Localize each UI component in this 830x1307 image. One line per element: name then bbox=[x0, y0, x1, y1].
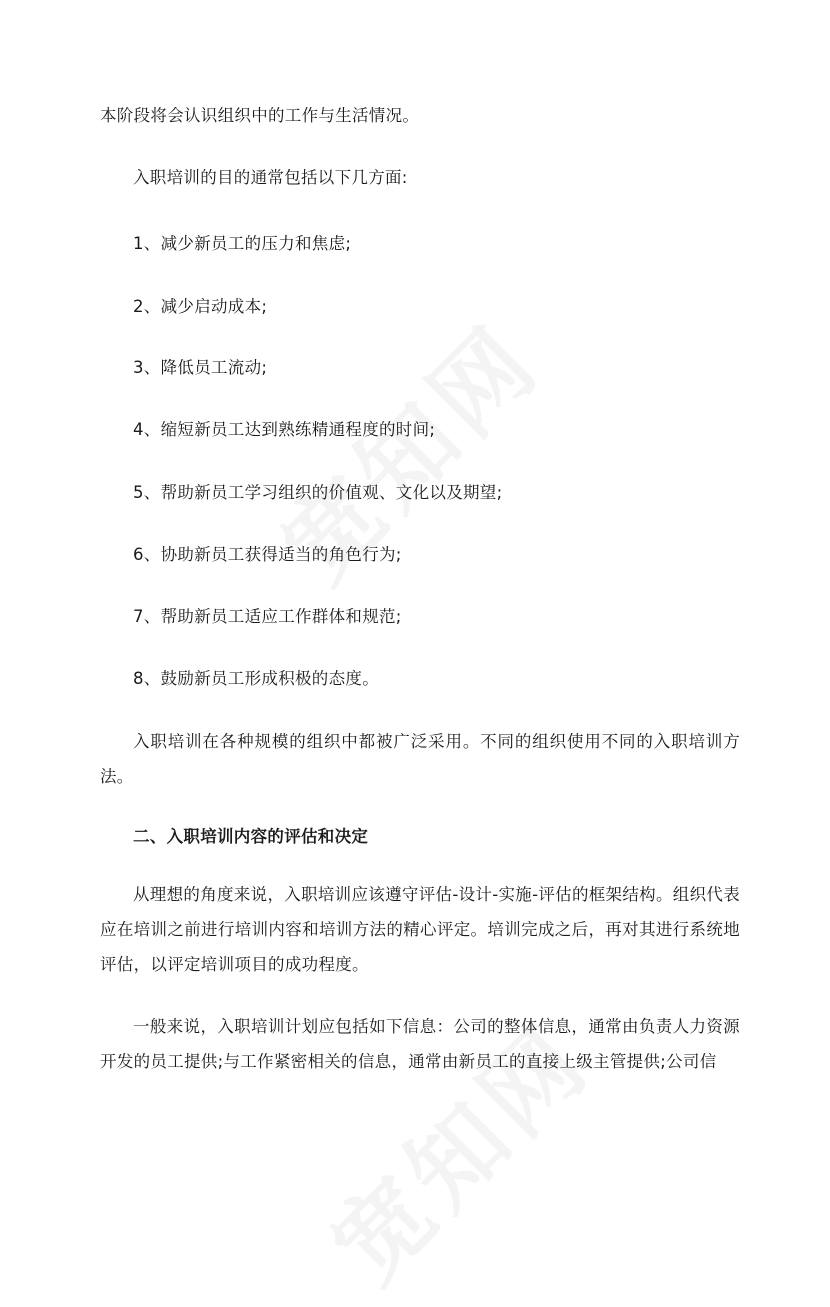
intro-line: 本阶段将会认识组织中的工作与生活情况。 bbox=[100, 106, 420, 125]
section-heading: 二、入职培训内容的评估和决定 bbox=[133, 827, 369, 846]
list-item: 6、协助新员工获得适当的角色行为; bbox=[133, 545, 402, 564]
purpose-intro: 入职培训的目的通常包括以下几方面: bbox=[133, 168, 408, 187]
list-item: 5、帮助新员工学习组织的价值观、文化以及期望; bbox=[133, 483, 503, 502]
framework-paragraph: 从理想的角度来说，入职培训应该遵守评估-设计-实施-评估的框架结构。组织代表应在培训之前进行培训内容和培训方法的精心评定。培训完成之后，再对其进行系统地评估，以评定培训项目的成功程度。 bbox=[100, 885, 740, 974]
adoption-paragraph: 入职培训在各种规模的组织中都被广泛采用。不同的组织使用不同的入职培训方法。 bbox=[100, 732, 740, 786]
list-item: 4、缩短新员工达到熟练精通程度的时间; bbox=[133, 420, 436, 439]
list-item: 3、降低员工流动; bbox=[133, 358, 268, 377]
list-item: 8、鼓励新员工形成积极的态度。 bbox=[133, 669, 379, 688]
info-paragraph: 一般来说，入职培训计划应包括如下信息：公司的整体信息，通常由负责人力资源开发的员工提供;与工作紧密相关的信息，通常由新员工的直接上级主管提供;公司信 bbox=[100, 1017, 740, 1071]
list-item: 1、减少新员工的压力和焦虑; bbox=[133, 234, 352, 253]
list-item: 2、减少启动成本; bbox=[133, 297, 268, 316]
list-item: 7、帮助新员工适应工作群体和规范; bbox=[133, 607, 402, 626]
